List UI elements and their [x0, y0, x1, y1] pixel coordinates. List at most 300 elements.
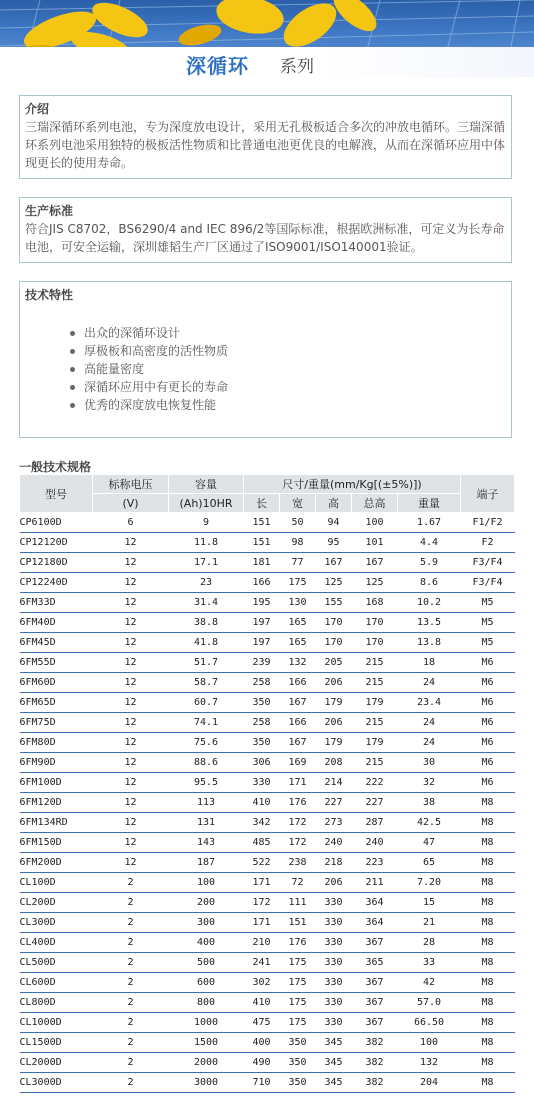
- cell-terminal: M6: [461, 773, 515, 793]
- cell-capacity: 143: [169, 833, 244, 853]
- cell-height: 345: [316, 1073, 352, 1093]
- cell-terminal: M8: [461, 1053, 515, 1073]
- cell-terminal: M6: [461, 693, 515, 713]
- cell-total-height: 367: [352, 933, 398, 953]
- cell-capacity: 200: [169, 893, 244, 913]
- header-length: 长: [244, 494, 280, 513]
- cell-voltage: 12: [93, 593, 169, 613]
- cell-width: 169: [280, 753, 316, 773]
- cell-total-height: 223: [352, 853, 398, 873]
- cell-length: 490: [244, 1053, 280, 1073]
- cell-capacity: 95.5: [169, 773, 244, 793]
- cell-total-height: 170: [352, 613, 398, 633]
- cell-capacity: 600: [169, 973, 244, 993]
- cell-model: 6FM45D: [20, 633, 93, 653]
- cell-model: 6FM65D: [20, 693, 93, 713]
- cell-width: 167: [280, 733, 316, 753]
- cell-length: 410: [244, 993, 280, 1013]
- cell-terminal: M6: [461, 673, 515, 693]
- cell-length: 258: [244, 673, 280, 693]
- cell-model: 6FM200D: [20, 853, 93, 873]
- cell-length: 210: [244, 933, 280, 953]
- cell-height: 170: [316, 633, 352, 653]
- cell-length: 171: [244, 873, 280, 893]
- cell-weight: 18: [398, 653, 461, 673]
- cell-capacity: 187: [169, 853, 244, 873]
- cell-weight: 57.0: [398, 993, 461, 1013]
- cell-model: CP12120D: [20, 533, 93, 553]
- cell-length: 197: [244, 613, 280, 633]
- cell-width: 238: [280, 853, 316, 873]
- cell-voltage: 12: [93, 573, 169, 593]
- cell-height: 206: [316, 673, 352, 693]
- cell-capacity: 1000: [169, 1013, 244, 1033]
- intro-heading: 介绍: [25, 102, 50, 116]
- cell-terminal: M8: [461, 833, 515, 853]
- cell-weight: 1.67: [398, 513, 461, 533]
- table-row: [20, 813, 515, 833]
- header-capacity: 容量: [169, 475, 244, 494]
- cell-voltage: 2: [93, 873, 169, 893]
- cell-length: 302: [244, 973, 280, 993]
- cell-width: 72: [280, 873, 316, 893]
- cell-model: CL400D: [20, 933, 93, 953]
- cell-capacity: 2000: [169, 1053, 244, 1073]
- cell-weight: 65: [398, 853, 461, 873]
- cell-width: 176: [280, 933, 316, 953]
- cell-voltage: 12: [93, 753, 169, 773]
- cell-width: 98: [280, 533, 316, 553]
- cell-width: 165: [280, 633, 316, 653]
- table-row: [20, 593, 515, 613]
- cell-total-height: 227: [352, 793, 398, 813]
- table-row: [20, 613, 515, 633]
- cell-model: 6FM40D: [20, 613, 93, 633]
- cell-height: 330: [316, 913, 352, 933]
- cell-width: 130: [280, 593, 316, 613]
- table-row: [20, 873, 515, 893]
- cell-weight: 7.20: [398, 873, 461, 893]
- cell-height: 330: [316, 1013, 352, 1033]
- cell-height: 206: [316, 873, 352, 893]
- cell-weight: 33: [398, 953, 461, 973]
- cell-length: 239: [244, 653, 280, 673]
- cell-model: 6FM90D: [20, 753, 93, 773]
- table-row: [20, 993, 515, 1013]
- cell-width: 350: [280, 1053, 316, 1073]
- cell-capacity: 500: [169, 953, 244, 973]
- table-row: [20, 853, 515, 873]
- list-item: 厚极板和高密度的活性物质: [68, 342, 228, 360]
- table-row: [20, 973, 515, 993]
- cell-height: 214: [316, 773, 352, 793]
- cell-total-height: 125: [352, 573, 398, 593]
- table-row: [20, 833, 515, 853]
- cell-weight: 24: [398, 733, 461, 753]
- cell-terminal: F3/F4: [461, 573, 515, 593]
- cell-model: CL2000D: [20, 1053, 93, 1073]
- series-title: 深循环: [186, 54, 249, 77]
- cell-capacity: 38.8: [169, 613, 244, 633]
- cell-height: 218: [316, 853, 352, 873]
- cell-length: 181: [244, 553, 280, 573]
- header-height: 高: [316, 494, 352, 513]
- cell-total-height: 211: [352, 873, 398, 893]
- features-section: [19, 281, 512, 438]
- intro-text: 三瑞深循环系列电池，专为深度放电设计，采用无孔极板适合多次的冲放电循环。三瑞深循环系列电池采用独特的极板活性物质和比普通电池更优良的电解液，从而在深循环应用中体现更长的使用寿命。: [25, 120, 506, 170]
- table-row: [20, 733, 515, 753]
- cell-model: CP12180D: [20, 553, 93, 573]
- cell-height: 206: [316, 713, 352, 733]
- cell-model: 6FM100D: [20, 773, 93, 793]
- cell-terminal: M8: [461, 853, 515, 873]
- spec-title: 一般技术规格: [19, 460, 92, 474]
- cell-weight: 100: [398, 1033, 461, 1053]
- cell-total-height: 215: [352, 753, 398, 773]
- cell-model: CL1500D: [20, 1033, 93, 1053]
- table-row: [20, 773, 515, 793]
- cell-total-height: 100: [352, 513, 398, 533]
- cell-length: 710: [244, 1073, 280, 1093]
- cell-weight: 8.6: [398, 573, 461, 593]
- table-row: [20, 693, 515, 713]
- cell-height: 273: [316, 813, 352, 833]
- cell-length: 195: [244, 593, 280, 613]
- cell-total-height: 367: [352, 993, 398, 1013]
- cell-total-height: 167: [352, 553, 398, 573]
- cell-height: 94: [316, 513, 352, 533]
- cell-terminal: M5: [461, 593, 515, 613]
- table-row: [20, 713, 515, 733]
- cell-width: 167: [280, 693, 316, 713]
- cell-weight: 42.5: [398, 813, 461, 833]
- cell-total-height: 168: [352, 593, 398, 613]
- cell-voltage: 2: [93, 1033, 169, 1053]
- cell-width: 175: [280, 973, 316, 993]
- cell-weight: 38: [398, 793, 461, 813]
- table-row: [20, 1073, 515, 1093]
- cell-voltage: 2: [93, 913, 169, 933]
- cell-height: 330: [316, 893, 352, 913]
- cell-total-height: 222: [352, 773, 398, 793]
- cell-terminal: M8: [461, 873, 515, 893]
- cell-terminal: M6: [461, 753, 515, 773]
- cell-total-height: 367: [352, 973, 398, 993]
- cell-model: CL1000D: [20, 1013, 93, 1033]
- cell-weight: 32: [398, 773, 461, 793]
- cell-weight: 13.5: [398, 613, 461, 633]
- cell-capacity: 23: [169, 573, 244, 593]
- cell-weight: 5.9: [398, 553, 461, 573]
- cell-total-height: 365: [352, 953, 398, 973]
- cell-width: 176: [280, 793, 316, 813]
- cell-height: 208: [316, 753, 352, 773]
- table-row: [20, 573, 515, 593]
- cell-voltage: 2: [93, 953, 169, 973]
- cell-voltage: 12: [93, 773, 169, 793]
- cell-total-height: 364: [352, 893, 398, 913]
- cell-voltage: 2: [93, 1013, 169, 1033]
- cell-capacity: 1500: [169, 1033, 244, 1053]
- cell-voltage: 12: [93, 813, 169, 833]
- cell-width: 132: [280, 653, 316, 673]
- cell-total-height: 240: [352, 833, 398, 853]
- cell-terminal: M8: [461, 1033, 515, 1053]
- list-item: 优秀的深度放电恢复性能: [68, 396, 228, 414]
- spec-table-body: [20, 513, 515, 1093]
- table-row: [20, 1013, 515, 1033]
- cell-length: 410: [244, 793, 280, 813]
- spec-table: [19, 474, 515, 1093]
- cell-voltage: 12: [93, 633, 169, 653]
- cell-total-height: 382: [352, 1073, 398, 1093]
- cell-weight: 13.8: [398, 633, 461, 653]
- cell-height: 240: [316, 833, 352, 853]
- cell-capacity: 60.7: [169, 693, 244, 713]
- cell-weight: 66.50: [398, 1013, 461, 1033]
- cell-weight: 24: [398, 713, 461, 733]
- cell-capacity: 17.1: [169, 553, 244, 573]
- cell-model: CL100D: [20, 873, 93, 893]
- cell-length: 342: [244, 813, 280, 833]
- cell-height: 170: [316, 613, 352, 633]
- cell-length: 400: [244, 1033, 280, 1053]
- cell-height: 95: [316, 533, 352, 553]
- cell-model: 6FM120D: [20, 793, 93, 813]
- cell-width: 111: [280, 893, 316, 913]
- cell-terminal: M5: [461, 613, 515, 633]
- cell-model: 6FM134RD: [20, 813, 93, 833]
- cell-total-height: 179: [352, 733, 398, 753]
- cell-voltage: 12: [93, 833, 169, 853]
- cell-total-height: 364: [352, 913, 398, 933]
- cell-weight: 132: [398, 1053, 461, 1073]
- cell-height: 167: [316, 553, 352, 573]
- cell-model: CL3000D: [20, 1073, 93, 1093]
- cell-width: 151: [280, 913, 316, 933]
- cell-width: 175: [280, 1013, 316, 1033]
- cell-voltage: 2: [93, 1073, 169, 1093]
- header-banner: [0, 0, 534, 77]
- header-terminal: 端子: [461, 475, 515, 513]
- cell-total-height: 179: [352, 693, 398, 713]
- cell-length: 151: [244, 533, 280, 553]
- series-subtitle: 系列: [280, 57, 314, 77]
- table-row: [20, 793, 515, 813]
- cell-length: 306: [244, 753, 280, 773]
- cell-model: 6FM60D: [20, 673, 93, 693]
- cell-height: 330: [316, 993, 352, 1013]
- cell-height: 227: [316, 793, 352, 813]
- header-capacity-unit: (Ah)10HR: [169, 494, 244, 513]
- cell-model: CL800D: [20, 993, 93, 1013]
- cell-model: CL500D: [20, 953, 93, 973]
- cell-width: 166: [280, 673, 316, 693]
- cell-voltage: 12: [93, 793, 169, 813]
- cell-terminal: M8: [461, 1073, 515, 1093]
- cell-voltage: 12: [93, 733, 169, 753]
- cell-terminal: M8: [461, 793, 515, 813]
- cell-voltage: 2: [93, 993, 169, 1013]
- cell-weight: 204: [398, 1073, 461, 1093]
- cell-voltage: 12: [93, 713, 169, 733]
- cell-model: 6FM150D: [20, 833, 93, 853]
- header-total-height: 总高: [352, 494, 398, 513]
- cell-total-height: 287: [352, 813, 398, 833]
- cell-length: 241: [244, 953, 280, 973]
- table-row: [20, 513, 515, 533]
- cell-total-height: 382: [352, 1053, 398, 1073]
- cell-model: CL200D: [20, 893, 93, 913]
- cell-weight: 23.4: [398, 693, 461, 713]
- list-item: 深循环应用中有更长的寿命: [68, 378, 228, 396]
- cell-model: CP12240D: [20, 573, 93, 593]
- cell-length: 522: [244, 853, 280, 873]
- cell-terminal: M8: [461, 973, 515, 993]
- cell-capacity: 131: [169, 813, 244, 833]
- cell-total-height: 170: [352, 633, 398, 653]
- cell-terminal: F3/F4: [461, 553, 515, 573]
- cell-total-height: 382: [352, 1033, 398, 1053]
- cell-voltage: 12: [93, 553, 169, 573]
- cell-length: 151: [244, 513, 280, 533]
- table-row: [20, 553, 515, 573]
- table-row: [20, 633, 515, 653]
- cell-voltage: 12: [93, 693, 169, 713]
- cell-terminal: M8: [461, 993, 515, 1013]
- cell-model: CL600D: [20, 973, 93, 993]
- table-row: [20, 953, 515, 973]
- cell-weight: 30: [398, 753, 461, 773]
- cell-terminal: M8: [461, 913, 515, 933]
- table-row: [20, 933, 515, 953]
- cell-terminal: M6: [461, 733, 515, 753]
- cell-voltage: 12: [93, 533, 169, 553]
- cell-length: 171: [244, 913, 280, 933]
- cell-voltage: 2: [93, 933, 169, 953]
- cell-weight: 28: [398, 933, 461, 953]
- cell-capacity: 11.8: [169, 533, 244, 553]
- cell-model: 6FM33D: [20, 593, 93, 613]
- cell-capacity: 800: [169, 993, 244, 1013]
- cell-height: 155: [316, 593, 352, 613]
- cell-length: 475: [244, 1013, 280, 1033]
- cell-total-height: 101: [352, 533, 398, 553]
- cell-capacity: 400: [169, 933, 244, 953]
- standards-section: [19, 197, 512, 263]
- cell-weight: 24: [398, 673, 461, 693]
- cell-capacity: 9: [169, 513, 244, 533]
- cell-capacity: 31.4: [169, 593, 244, 613]
- cell-length: 485: [244, 833, 280, 853]
- cell-height: 345: [316, 1053, 352, 1073]
- cell-height: 330: [316, 933, 352, 953]
- cell-voltage: 6: [93, 513, 169, 533]
- table-row: [20, 1053, 515, 1073]
- cell-voltage: 12: [93, 673, 169, 693]
- cell-height: 125: [316, 573, 352, 593]
- cell-length: 166: [244, 573, 280, 593]
- header-model: 型号: [20, 475, 93, 513]
- cell-capacity: 51.7: [169, 653, 244, 673]
- table-row: [20, 893, 515, 913]
- cell-height: 179: [316, 733, 352, 753]
- cell-height: 179: [316, 693, 352, 713]
- table-row: [20, 673, 515, 693]
- cell-weight: 21: [398, 913, 461, 933]
- table-row: [20, 653, 515, 673]
- header-width: 宽: [280, 494, 316, 513]
- header-voltage: 标称电压: [93, 475, 169, 494]
- cell-length: 197: [244, 633, 280, 653]
- table-row: [20, 533, 515, 553]
- cell-width: 171: [280, 773, 316, 793]
- cell-capacity: 41.8: [169, 633, 244, 653]
- cell-terminal: M6: [461, 713, 515, 733]
- cell-length: 172: [244, 893, 280, 913]
- table-row: [20, 753, 515, 773]
- cell-model: 6FM80D: [20, 733, 93, 753]
- cell-terminal: M8: [461, 893, 515, 913]
- cell-width: 350: [280, 1073, 316, 1093]
- cell-terminal: M8: [461, 1013, 515, 1033]
- cell-terminal: M8: [461, 813, 515, 833]
- title-strip: [0, 47, 534, 77]
- cell-capacity: 300: [169, 913, 244, 933]
- header-weight: 重量: [398, 494, 461, 513]
- cell-height: 205: [316, 653, 352, 673]
- list-item: 出众的深循环设计: [68, 324, 228, 342]
- cell-capacity: 75.6: [169, 733, 244, 753]
- cell-capacity: 88.6: [169, 753, 244, 773]
- cell-width: 166: [280, 713, 316, 733]
- header-voltage-unit: (V): [93, 494, 169, 513]
- table-row: [20, 1033, 515, 1053]
- cell-height: 330: [316, 953, 352, 973]
- cell-voltage: 12: [93, 613, 169, 633]
- cell-terminal: M6: [461, 653, 515, 673]
- cell-capacity: 113: [169, 793, 244, 813]
- features-heading: 技术特性: [25, 288, 74, 302]
- cell-terminal: F2: [461, 533, 515, 553]
- cell-width: 172: [280, 813, 316, 833]
- cell-voltage: 2: [93, 973, 169, 993]
- table-row: [20, 913, 515, 933]
- cell-width: 165: [280, 613, 316, 633]
- cell-total-height: 367: [352, 1013, 398, 1033]
- cell-total-height: 215: [352, 713, 398, 733]
- cell-width: 175: [280, 573, 316, 593]
- cell-length: 258: [244, 713, 280, 733]
- cell-weight: 15: [398, 893, 461, 913]
- cell-weight: 4.4: [398, 533, 461, 553]
- cell-voltage: 2: [93, 893, 169, 913]
- cell-width: 50: [280, 513, 316, 533]
- cell-total-height: 215: [352, 653, 398, 673]
- cell-model: CP6100D: [20, 513, 93, 533]
- cell-terminal: M8: [461, 953, 515, 973]
- cell-length: 350: [244, 733, 280, 753]
- cell-width: 175: [280, 993, 316, 1013]
- standards-text: 符合JIS C8702，BS6290/4 and IEC 896/2等国际标准，根据欧洲标准，可定义为长寿命电池，可安全运输，深圳雄韬生产厂区通过了ISO9001/ISO140001验证。: [25, 222, 505, 254]
- cell-model: 6FM55D: [20, 653, 93, 673]
- cell-capacity: 3000: [169, 1073, 244, 1093]
- cell-weight: 42: [398, 973, 461, 993]
- cell-weight: 47: [398, 833, 461, 853]
- cell-height: 330: [316, 973, 352, 993]
- cell-length: 350: [244, 693, 280, 713]
- cell-capacity: 100: [169, 873, 244, 893]
